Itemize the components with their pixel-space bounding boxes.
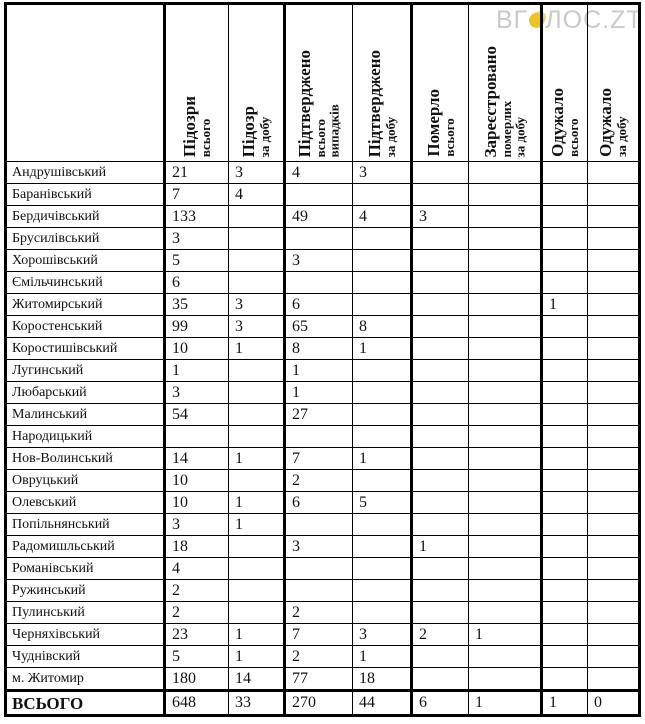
cell-value bbox=[469, 492, 542, 514]
cell-value bbox=[412, 360, 469, 382]
district-name: Олевський bbox=[6, 492, 165, 514]
cell-value bbox=[412, 404, 469, 426]
column-header bbox=[469, 4, 542, 162]
cell-value: 65 bbox=[285, 316, 353, 338]
cell-value bbox=[588, 558, 640, 580]
cell-value: 3 bbox=[353, 624, 412, 646]
cell-value bbox=[353, 360, 412, 382]
column-header-line: Одужало bbox=[548, 88, 568, 157]
table-row bbox=[6, 536, 640, 558]
column-header-line: Підтверджено bbox=[364, 49, 384, 157]
cell-value: 18 bbox=[353, 668, 412, 691]
cell-value: 2 bbox=[165, 602, 229, 624]
cell-value: 77 bbox=[285, 668, 353, 691]
cell-value: 2 bbox=[285, 646, 353, 668]
cell-value bbox=[588, 272, 640, 294]
cell-value bbox=[353, 382, 412, 404]
table-row bbox=[6, 448, 640, 470]
cell-value: 4 bbox=[353, 206, 412, 228]
cell-value: 2 bbox=[165, 580, 229, 602]
covid-stats-table bbox=[4, 2, 641, 717]
table-row bbox=[6, 294, 640, 316]
table-row bbox=[6, 602, 640, 624]
cell-value bbox=[353, 184, 412, 206]
cell-value bbox=[588, 668, 640, 691]
column-header bbox=[588, 4, 640, 162]
cell-value bbox=[285, 184, 353, 206]
cell-value bbox=[469, 294, 542, 316]
cell-value bbox=[469, 360, 542, 382]
header-row bbox=[6, 4, 640, 162]
district-name: м. Житомир bbox=[6, 668, 165, 691]
cell-value: 33 bbox=[229, 691, 285, 716]
table-row bbox=[6, 250, 640, 272]
cell-value bbox=[542, 338, 588, 360]
cell-value bbox=[229, 360, 285, 382]
cell-value: 1 bbox=[353, 646, 412, 668]
cell-value bbox=[165, 426, 229, 448]
cell-value: 1 bbox=[542, 294, 588, 316]
district-name: Романівський bbox=[6, 558, 165, 580]
cell-value bbox=[588, 338, 640, 360]
cell-value bbox=[229, 558, 285, 580]
cell-value bbox=[588, 426, 640, 448]
cell-value bbox=[412, 668, 469, 691]
cell-value bbox=[412, 646, 469, 668]
cell-value bbox=[542, 492, 588, 514]
cell-value: 1 bbox=[165, 360, 229, 382]
cell-value bbox=[412, 382, 469, 404]
cell-value bbox=[588, 470, 640, 492]
table-row bbox=[6, 580, 640, 602]
cell-value: 44 bbox=[353, 691, 412, 716]
total-label: ВСЬОГО bbox=[6, 691, 165, 716]
cell-value: 3 bbox=[353, 162, 412, 184]
cell-value: 1 bbox=[285, 360, 353, 382]
cell-value bbox=[469, 250, 542, 272]
cell-value bbox=[469, 470, 542, 492]
cell-value bbox=[229, 382, 285, 404]
cell-value bbox=[588, 382, 640, 404]
cell-value bbox=[542, 426, 588, 448]
cell-value: 1 bbox=[229, 338, 285, 360]
cell-value: 14 bbox=[229, 668, 285, 691]
cell-value bbox=[588, 492, 640, 514]
cell-value bbox=[588, 646, 640, 668]
column-header-line: за добу bbox=[614, 116, 630, 157]
cell-value bbox=[412, 316, 469, 338]
cell-value bbox=[469, 602, 542, 624]
cell-value bbox=[588, 206, 640, 228]
cell-value: 3 bbox=[165, 382, 229, 404]
cell-value bbox=[469, 536, 542, 558]
cell-value: 1 bbox=[229, 624, 285, 646]
table-row bbox=[6, 646, 640, 668]
cell-value bbox=[469, 382, 542, 404]
cell-value: 1 bbox=[353, 448, 412, 470]
cell-value bbox=[588, 602, 640, 624]
cell-value bbox=[229, 470, 285, 492]
cell-value: 5 bbox=[165, 250, 229, 272]
table-row bbox=[6, 470, 640, 492]
cell-value bbox=[469, 448, 542, 470]
cell-value bbox=[588, 162, 640, 184]
cell-value: 2 bbox=[285, 470, 353, 492]
column-header bbox=[229, 4, 285, 162]
cell-value: 4 bbox=[229, 184, 285, 206]
watermark-suffix: ЛОС.ZT bbox=[545, 6, 643, 34]
cell-value bbox=[588, 536, 640, 558]
cell-value bbox=[469, 404, 542, 426]
cell-value bbox=[353, 602, 412, 624]
table-row bbox=[6, 162, 640, 184]
cell-value bbox=[542, 360, 588, 382]
cell-value bbox=[353, 294, 412, 316]
cell-value bbox=[469, 558, 542, 580]
cell-value bbox=[542, 470, 588, 492]
cell-value bbox=[469, 668, 542, 691]
cell-value: 1 bbox=[285, 382, 353, 404]
cell-value bbox=[588, 294, 640, 316]
district-name: Бердичівський bbox=[6, 206, 165, 228]
table-row bbox=[6, 316, 640, 338]
district-name: Баранівський bbox=[6, 184, 165, 206]
cell-value: 8 bbox=[353, 316, 412, 338]
cell-value: 49 bbox=[285, 206, 353, 228]
column-header-line: за добу bbox=[257, 116, 273, 157]
district-name: Народицький bbox=[6, 426, 165, 448]
cell-value bbox=[542, 514, 588, 536]
district-name: Черняхівський bbox=[6, 624, 165, 646]
cell-value bbox=[542, 668, 588, 691]
cell-value bbox=[412, 228, 469, 250]
cell-value: 7 bbox=[165, 184, 229, 206]
cell-value: 1 bbox=[229, 492, 285, 514]
cell-value bbox=[469, 514, 542, 536]
cell-value bbox=[469, 580, 542, 602]
cell-value bbox=[229, 228, 285, 250]
cell-value bbox=[412, 514, 469, 536]
district-name: Брусилівський bbox=[6, 228, 165, 250]
district-name: Попільнянський bbox=[6, 514, 165, 536]
column-header-line: за добу bbox=[512, 116, 528, 157]
cell-value: 8 bbox=[285, 338, 353, 360]
district-name: Радомишльський bbox=[6, 536, 165, 558]
cell-value bbox=[412, 470, 469, 492]
cell-value: 4 bbox=[165, 558, 229, 580]
table-row bbox=[6, 514, 640, 536]
cell-value: 3 bbox=[165, 228, 229, 250]
district-name: Лугинський bbox=[6, 360, 165, 382]
cell-value bbox=[229, 272, 285, 294]
cell-value: 270 bbox=[285, 691, 353, 716]
cell-value: 180 bbox=[165, 668, 229, 691]
cell-value bbox=[542, 184, 588, 206]
column-header bbox=[412, 4, 469, 162]
column-header-line: всього bbox=[441, 118, 457, 157]
cell-value bbox=[229, 404, 285, 426]
table-row bbox=[6, 206, 640, 228]
cell-value bbox=[469, 646, 542, 668]
cell-value bbox=[285, 558, 353, 580]
table-row bbox=[6, 668, 640, 691]
cell-value bbox=[353, 470, 412, 492]
cell-value: 6 bbox=[285, 294, 353, 316]
cell-value: 3 bbox=[229, 162, 285, 184]
cell-value bbox=[542, 624, 588, 646]
cell-value bbox=[542, 536, 588, 558]
cell-value bbox=[353, 514, 412, 536]
district-name: Пулинський bbox=[6, 602, 165, 624]
cell-value bbox=[588, 514, 640, 536]
cell-value bbox=[469, 228, 542, 250]
district-name: Нов-Волинський bbox=[6, 448, 165, 470]
cell-value: 2 bbox=[412, 624, 469, 646]
column-header-line: всього bbox=[198, 118, 214, 157]
column-header-line: Померло bbox=[423, 89, 443, 157]
cell-value bbox=[412, 294, 469, 316]
cell-value bbox=[542, 316, 588, 338]
cell-value: 0 bbox=[588, 691, 640, 716]
cell-value: 648 bbox=[165, 691, 229, 716]
table-row bbox=[6, 492, 640, 514]
district-name: Любарський bbox=[6, 382, 165, 404]
cell-value bbox=[588, 580, 640, 602]
cell-value bbox=[412, 250, 469, 272]
cell-value: 10 bbox=[165, 338, 229, 360]
column-header bbox=[542, 4, 588, 162]
cell-value: 133 bbox=[165, 206, 229, 228]
cell-value bbox=[588, 448, 640, 470]
district-name: Ємільчинський bbox=[6, 272, 165, 294]
cell-value: 10 bbox=[165, 492, 229, 514]
cell-value bbox=[469, 426, 542, 448]
cell-value bbox=[469, 272, 542, 294]
cell-value bbox=[542, 558, 588, 580]
cell-value bbox=[412, 338, 469, 360]
cell-value bbox=[285, 580, 353, 602]
cell-value: 1 bbox=[353, 338, 412, 360]
cell-value: 23 bbox=[165, 624, 229, 646]
cell-value bbox=[469, 338, 542, 360]
watermark-prefix: ВГ bbox=[496, 6, 529, 34]
cell-value: 3 bbox=[165, 514, 229, 536]
cell-value: 5 bbox=[353, 492, 412, 514]
column-header-line: Підтверджено bbox=[295, 49, 315, 157]
table-row bbox=[6, 228, 640, 250]
cell-value: 1 bbox=[542, 691, 588, 716]
cell-value bbox=[412, 492, 469, 514]
column-header-line: померлих bbox=[498, 100, 514, 157]
cell-value bbox=[542, 162, 588, 184]
column-header bbox=[165, 4, 229, 162]
cell-value: 27 bbox=[285, 404, 353, 426]
cell-value bbox=[353, 228, 412, 250]
cell-value bbox=[469, 206, 542, 228]
cell-value bbox=[353, 580, 412, 602]
cell-value: 10 bbox=[165, 470, 229, 492]
column-header-line: Одужало bbox=[596, 88, 616, 157]
district-name: Малинський bbox=[6, 404, 165, 426]
table-row bbox=[6, 382, 640, 404]
cell-value: 7 bbox=[285, 448, 353, 470]
cell-value bbox=[285, 272, 353, 294]
cell-value: 18 bbox=[165, 536, 229, 558]
cell-value bbox=[412, 448, 469, 470]
cell-value bbox=[229, 536, 285, 558]
cell-value bbox=[542, 228, 588, 250]
cell-value bbox=[542, 206, 588, 228]
district-name: Коростишівський bbox=[6, 338, 165, 360]
cell-value bbox=[469, 316, 542, 338]
cell-value: 1 bbox=[412, 536, 469, 558]
cell-value bbox=[469, 184, 542, 206]
cell-value: 14 bbox=[165, 448, 229, 470]
district-name: Коростенський bbox=[6, 316, 165, 338]
cell-value bbox=[412, 558, 469, 580]
cell-value bbox=[353, 558, 412, 580]
table-row bbox=[6, 360, 640, 382]
cell-value bbox=[588, 228, 640, 250]
cell-value: 4 bbox=[285, 162, 353, 184]
cell-value bbox=[542, 646, 588, 668]
cell-value bbox=[412, 580, 469, 602]
cell-value bbox=[353, 250, 412, 272]
cell-value bbox=[542, 602, 588, 624]
column-header bbox=[285, 4, 353, 162]
cell-value bbox=[229, 602, 285, 624]
cell-value bbox=[542, 580, 588, 602]
cell-value: 1 bbox=[469, 624, 542, 646]
cell-value: 6 bbox=[285, 492, 353, 514]
district-name: Житомирський bbox=[6, 294, 165, 316]
cell-value bbox=[412, 162, 469, 184]
cell-value: 1 bbox=[469, 691, 542, 716]
cell-value bbox=[588, 624, 640, 646]
cell-value bbox=[588, 184, 640, 206]
cell-value bbox=[285, 228, 353, 250]
cell-value bbox=[353, 404, 412, 426]
total-row bbox=[6, 691, 640, 716]
district-name: Овруцький bbox=[6, 470, 165, 492]
cell-value: 3 bbox=[229, 316, 285, 338]
cell-value bbox=[412, 602, 469, 624]
cell-value bbox=[412, 184, 469, 206]
cell-value: 5 bbox=[165, 646, 229, 668]
cell-value bbox=[229, 580, 285, 602]
cell-value: 1 bbox=[229, 646, 285, 668]
cell-value: 35 bbox=[165, 294, 229, 316]
cell-value: 2 bbox=[285, 602, 353, 624]
cell-value bbox=[588, 360, 640, 382]
cell-value bbox=[542, 404, 588, 426]
cell-value: 1 bbox=[229, 448, 285, 470]
cell-value: 21 bbox=[165, 162, 229, 184]
cell-value bbox=[229, 426, 285, 448]
cell-value bbox=[353, 272, 412, 294]
table-row bbox=[6, 624, 640, 646]
cell-value bbox=[285, 514, 353, 536]
column-header-line: Підозри bbox=[180, 95, 200, 157]
cell-value bbox=[542, 448, 588, 470]
cell-value bbox=[353, 536, 412, 558]
cell-value bbox=[412, 426, 469, 448]
cell-value: 1 bbox=[229, 514, 285, 536]
cell-value bbox=[588, 404, 640, 426]
cell-value bbox=[353, 426, 412, 448]
table-row bbox=[6, 272, 640, 294]
cell-value: 6 bbox=[412, 691, 469, 716]
cell-value: 7 bbox=[285, 624, 353, 646]
cell-value bbox=[588, 316, 640, 338]
cell-value: 6 bbox=[165, 272, 229, 294]
cell-value: 3 bbox=[285, 250, 353, 272]
cell-value bbox=[542, 272, 588, 294]
column-header-line: всього bbox=[313, 118, 329, 157]
column-header-line: за добу bbox=[382, 116, 398, 157]
cell-value bbox=[542, 382, 588, 404]
cell-value: 54 bbox=[165, 404, 229, 426]
cell-value bbox=[229, 206, 285, 228]
table-row bbox=[6, 426, 640, 448]
cell-value bbox=[412, 272, 469, 294]
cell-value bbox=[469, 162, 542, 184]
cell-value: 99 bbox=[165, 316, 229, 338]
column-header-line: випадків bbox=[326, 103, 342, 157]
table-row bbox=[6, 558, 640, 580]
cell-value: 3 bbox=[285, 536, 353, 558]
cell-value bbox=[229, 250, 285, 272]
column-header-line: всього bbox=[566, 118, 582, 157]
column-header-line: Підозр bbox=[239, 105, 259, 157]
cell-value: 3 bbox=[412, 206, 469, 228]
column-header bbox=[353, 4, 412, 162]
district-name: Андрушівський bbox=[6, 162, 165, 184]
cell-value bbox=[542, 250, 588, 272]
header-blank-cell bbox=[6, 4, 165, 162]
district-name: Хорошівський bbox=[6, 250, 165, 272]
table-row bbox=[6, 184, 640, 206]
district-name: Ружинський bbox=[6, 580, 165, 602]
table-row bbox=[6, 338, 640, 360]
column-header-line: Зареєстровано bbox=[480, 45, 500, 157]
cell-value bbox=[285, 426, 353, 448]
cell-value: 3 bbox=[229, 294, 285, 316]
cell-value bbox=[588, 250, 640, 272]
table-row bbox=[6, 404, 640, 426]
district-name: Чуднівский bbox=[6, 646, 165, 668]
